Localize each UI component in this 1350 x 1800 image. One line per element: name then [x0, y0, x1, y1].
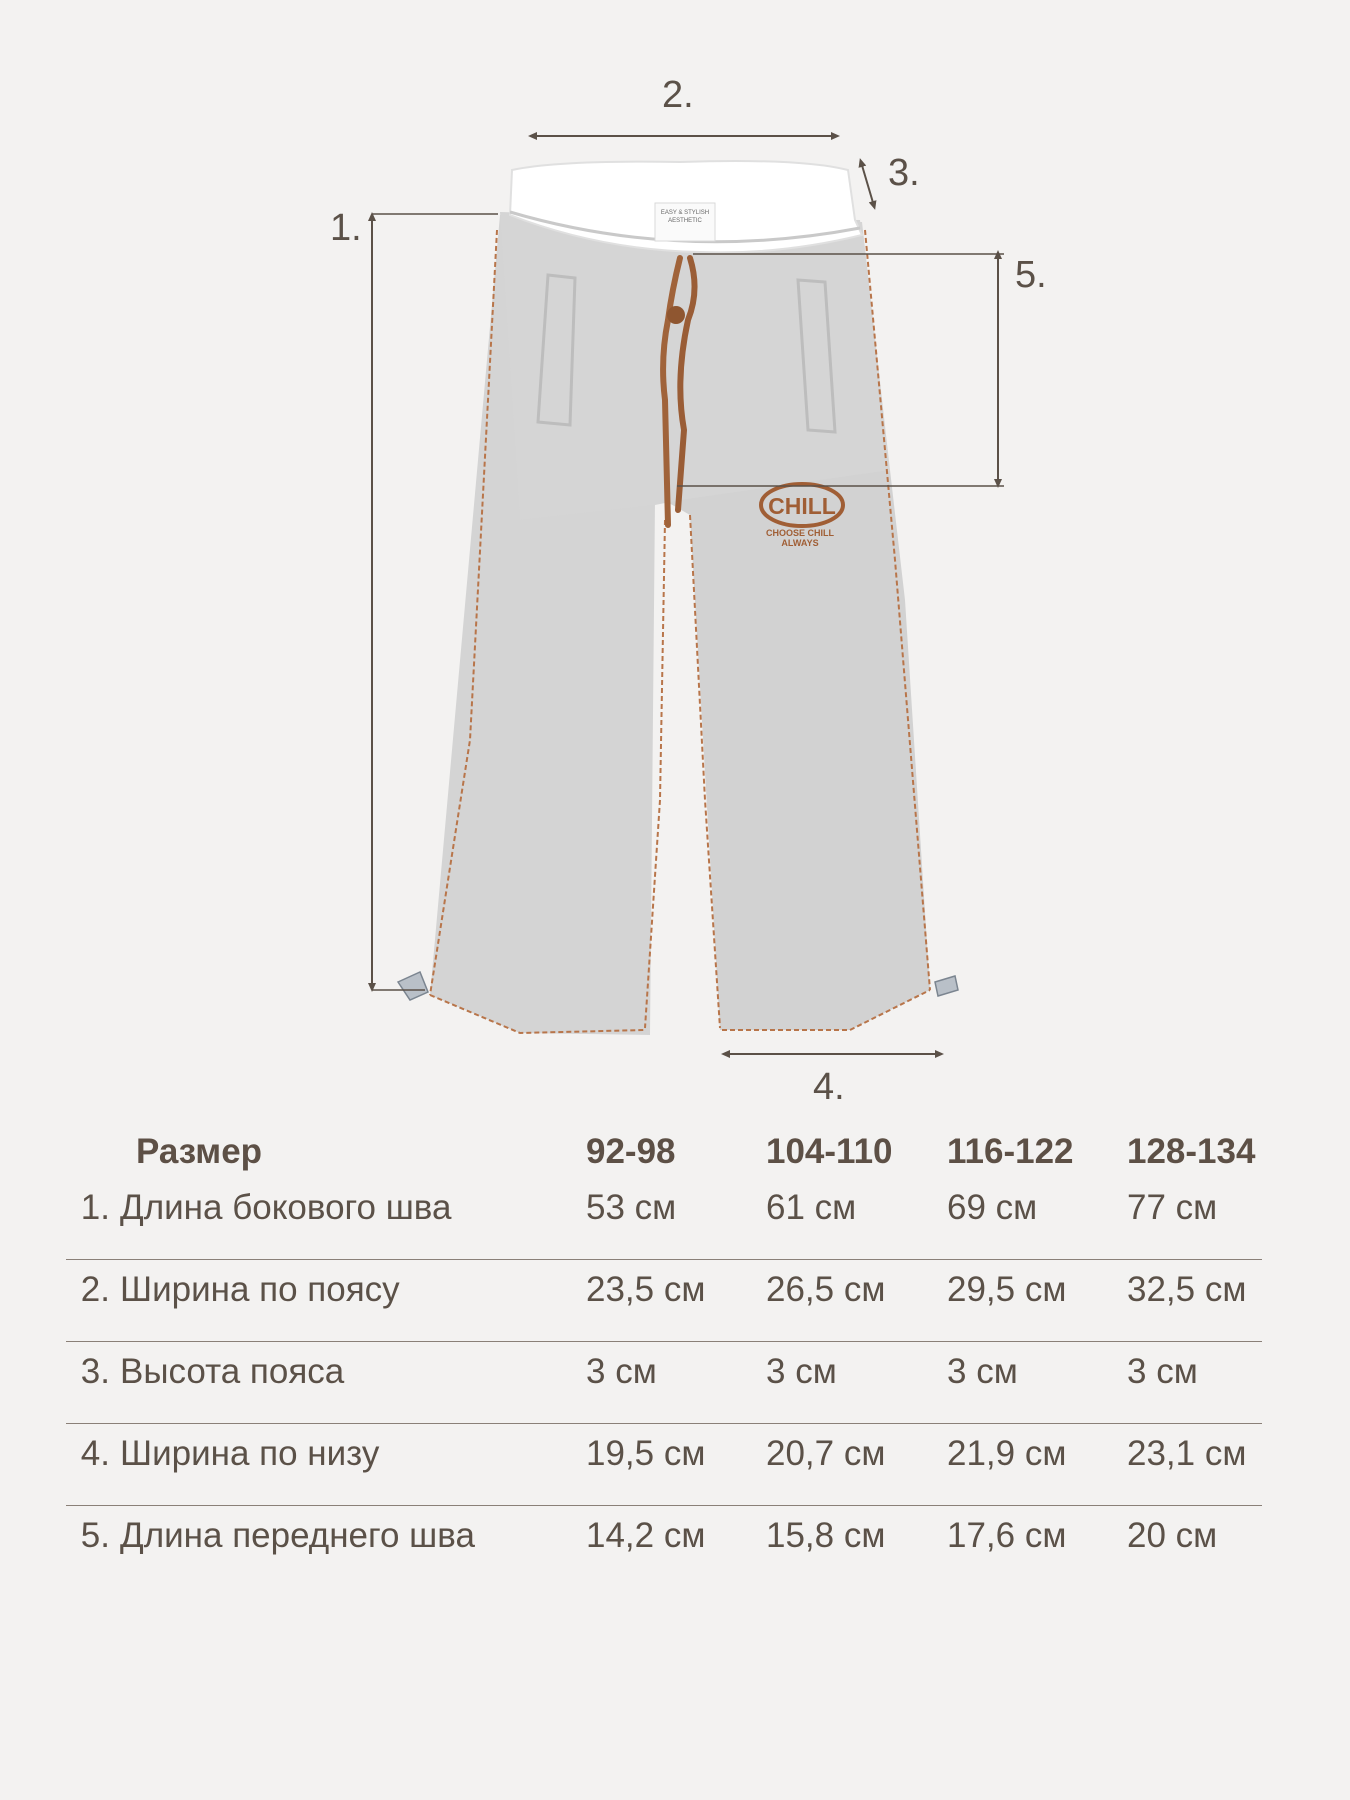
table-row [66, 1352, 1262, 1434]
row-label-text: Ширина по низу [120, 1434, 380, 1473]
dimension-label-3: 3. [888, 152, 920, 194]
table-cell: 26,5 см [766, 1270, 886, 1309]
row-label [66, 1270, 400, 1310]
table-cell: 29,5 см [947, 1270, 1067, 1309]
row-number: 1. [80, 1188, 110, 1227]
pants-right-leg [655, 470, 930, 1030]
table-cell: 23,5 см [586, 1270, 706, 1309]
row-number: 4. [80, 1434, 110, 1473]
table-cell: 3 см [766, 1352, 837, 1391]
table-cell: 20 см [1127, 1516, 1218, 1555]
row-number: 5. [80, 1516, 110, 1555]
header-size-col: 92-98 [586, 1132, 676, 1171]
dimension-label-1: 1. [330, 207, 362, 249]
header-size-label: Размер [136, 1132, 263, 1171]
header-size-col: 104-110 [766, 1132, 893, 1171]
left-hem-toggle [398, 972, 428, 1000]
row-divider [66, 1505, 1262, 1506]
table-row [66, 1516, 1262, 1598]
table-row [66, 1434, 1262, 1516]
row-divider [66, 1423, 1262, 1424]
logo-tagline-2: ALWAYS [781, 538, 819, 548]
row-number: 3. [80, 1352, 110, 1391]
brand-label-text-1: EASY & STYLISH [660, 210, 710, 216]
right-hem-toggle [935, 976, 958, 996]
dimension-label-5: 5. [1015, 254, 1047, 296]
table-cell: 14,2 см [586, 1516, 706, 1555]
table-cell: 17,6 см [947, 1516, 1067, 1555]
row-label-text: Ширина по поясу [120, 1270, 400, 1309]
row-divider [66, 1259, 1262, 1260]
brand-label-text-2: AESTHETIC [668, 218, 702, 224]
dimension-label-4: 4. [813, 1066, 845, 1108]
header-size-col: 116-122 [947, 1132, 1074, 1171]
row-label [66, 1352, 344, 1392]
table-cell: 61 см [766, 1188, 857, 1227]
table-header-row [66, 1132, 1262, 1188]
dimension-line-3 [861, 162, 874, 206]
size-table [66, 1132, 1262, 1598]
drawstring-knot [667, 306, 685, 324]
table-cell: 23,1 см [1127, 1434, 1247, 1473]
table-cell: 3 см [947, 1352, 1018, 1391]
logo-text: CHILL [768, 493, 836, 519]
table-row [66, 1188, 1262, 1270]
row-label-text: Длина переднего шва [120, 1516, 475, 1555]
row-number: 2. [80, 1270, 110, 1309]
table-cell: 77 см [1127, 1188, 1218, 1227]
table-cell: 3 см [1127, 1352, 1198, 1391]
row-label-text: Высота пояса [120, 1352, 345, 1391]
table-row [66, 1270, 1262, 1352]
table-cell: 32,5 см [1127, 1270, 1247, 1309]
table-cell: 21,9 см [947, 1434, 1067, 1473]
row-divider [66, 1341, 1262, 1342]
dimension-label-2: 2. [662, 74, 694, 116]
table-cell: 53 см [586, 1188, 677, 1227]
logo-tagline-1: CHOOSE CHILL [765, 528, 835, 538]
table-cell: 69 см [947, 1188, 1038, 1227]
table-cell: 15,8 см [766, 1516, 886, 1555]
header-size-col: 128-134 [1127, 1132, 1256, 1171]
row-label [66, 1516, 475, 1556]
table-cell: 3 см [586, 1352, 657, 1391]
row-label [66, 1434, 379, 1474]
table-cell: 19,5 см [586, 1434, 706, 1473]
table-cell: 20,7 см [766, 1434, 886, 1473]
row-label-text: Длина бокового шва [120, 1188, 452, 1227]
row-label [66, 1188, 451, 1228]
